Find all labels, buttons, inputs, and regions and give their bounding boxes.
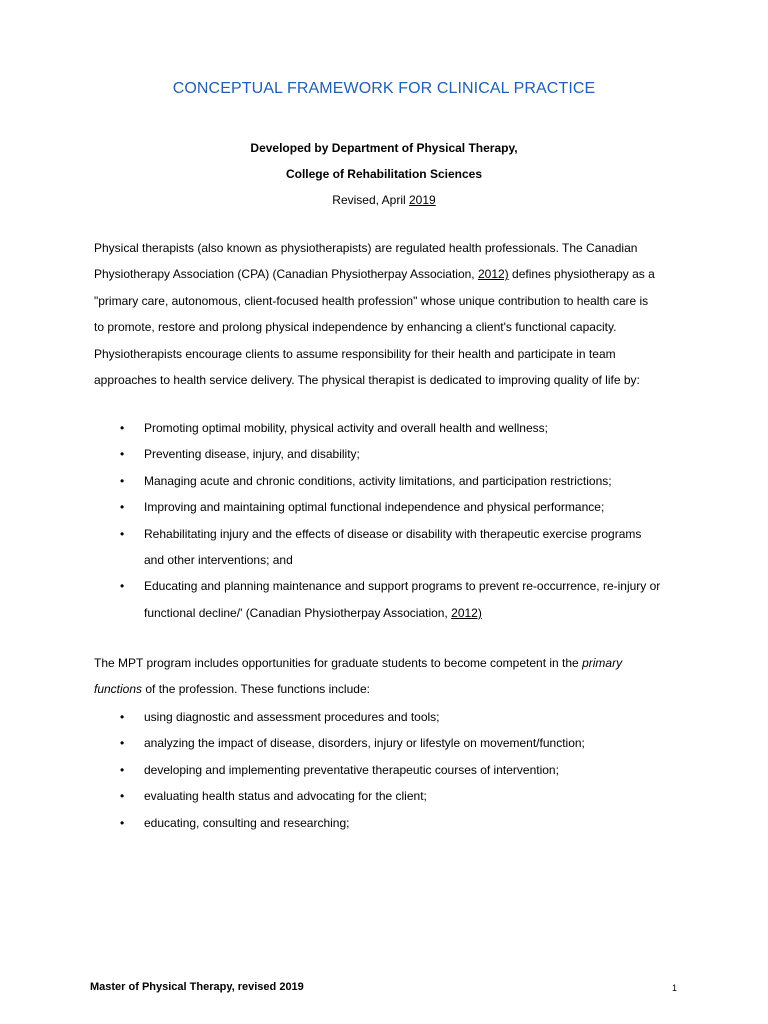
bullet-icon: • — [120, 736, 125, 751]
list-item: • Educating and planning maintenance and support programs to prevent re-occurrence, re-injury or functional decline/' (Canadian Physiotherpay Association, 2012) — [94, 573, 694, 626]
intro-line: to promote, restore and prolong physical independence by enhancing a client's functional capacity. — [94, 320, 617, 335]
intro-line: Physical therapists (also known as physiotherapists) are regulated health professionals. The Canadian — [94, 241, 638, 255]
intro-paragraph — [94, 235, 694, 393]
citation-year: 2012) — [451, 605, 482, 620]
footer-text: Master of Physical Therapy, revised 2019 — [90, 981, 304, 993]
list-item: • Preventing disease, injury, and disability; — [94, 441, 694, 467]
bullet-icon: • — [120, 526, 125, 541]
intro-line: Physiotherapists encourage clients to assume responsibility for their health and participate in team — [94, 346, 616, 361]
list-item: • Promoting optimal mobility, physical activity and overall health and wellness; — [94, 415, 694, 441]
intro-line: Physiotherapy Association (CPA) (Canadian Physiotherpay Association, 2012) defines physiotherapy as a — [94, 267, 655, 282]
list-item: • Managing acute and chronic conditions, activity limitations, and participation restrictions; — [94, 468, 694, 494]
revised-year: 2019 — [409, 193, 436, 207]
intro-line: approaches to health service delivery. The physical therapist is dedicated to improving quality of life by: — [94, 373, 640, 388]
function-bullet-list — [94, 704, 694, 836]
list-item: • educating, consulting and researching; — [94, 810, 694, 836]
revised-line — [0, 193, 768, 207]
bullet-icon: • — [120, 500, 125, 515]
bullet-icon: • — [120, 473, 125, 488]
intro-line: "primary care, autonomous, client-focused health profession" whose unique contribution to health care is — [94, 293, 649, 308]
bullet-icon: • — [120, 815, 125, 830]
quality-bullet-list — [94, 415, 694, 626]
mpt-paragraph — [94, 650, 694, 703]
list-item: • analyzing the impact of disease, disorders, injury or lifestyle on movement/function; — [94, 730, 694, 756]
list-item: • evaluating health status and advocating for the client; — [94, 783, 694, 809]
list-item: • developing and implementing preventative therapeutic courses of intervention; — [94, 757, 694, 783]
mpt-line: The MPT program includes opportunities for graduate students to become competent in the primary — [94, 656, 623, 670]
bullet-icon: • — [120, 421, 125, 435]
bullet-icon: • — [120, 447, 125, 462]
document-title: CONCEPTUAL FRAMEWORK FOR CLINICAL PRACTICE — [172, 80, 596, 97]
bullet-icon: • — [120, 579, 125, 594]
page-number: 1 — [672, 983, 678, 993]
mpt-line: functions of the profession. These functions include: — [94, 682, 370, 697]
bullet-icon: • — [120, 789, 125, 804]
citation-year: 2012) — [477, 267, 509, 282]
revised-prefix: Revised, April — [332, 193, 409, 207]
college-line: College of Rehabilitation Sciences — [285, 167, 483, 181]
list-item: • using diagnostic and assessment procedures and tools; — [94, 704, 694, 730]
bullet-icon: • — [120, 762, 125, 777]
bullet-icon: • — [120, 710, 125, 724]
list-item: • Rehabilitating injury and the effects of disease or disability with therapeutic exercise programs and other interventions; and — [94, 521, 694, 574]
developed-by-line: Developed by Department of Physical Therapy, — [250, 141, 518, 155]
list-item: • Improving and maintaining optimal functional independence and physical performance; — [94, 494, 694, 520]
